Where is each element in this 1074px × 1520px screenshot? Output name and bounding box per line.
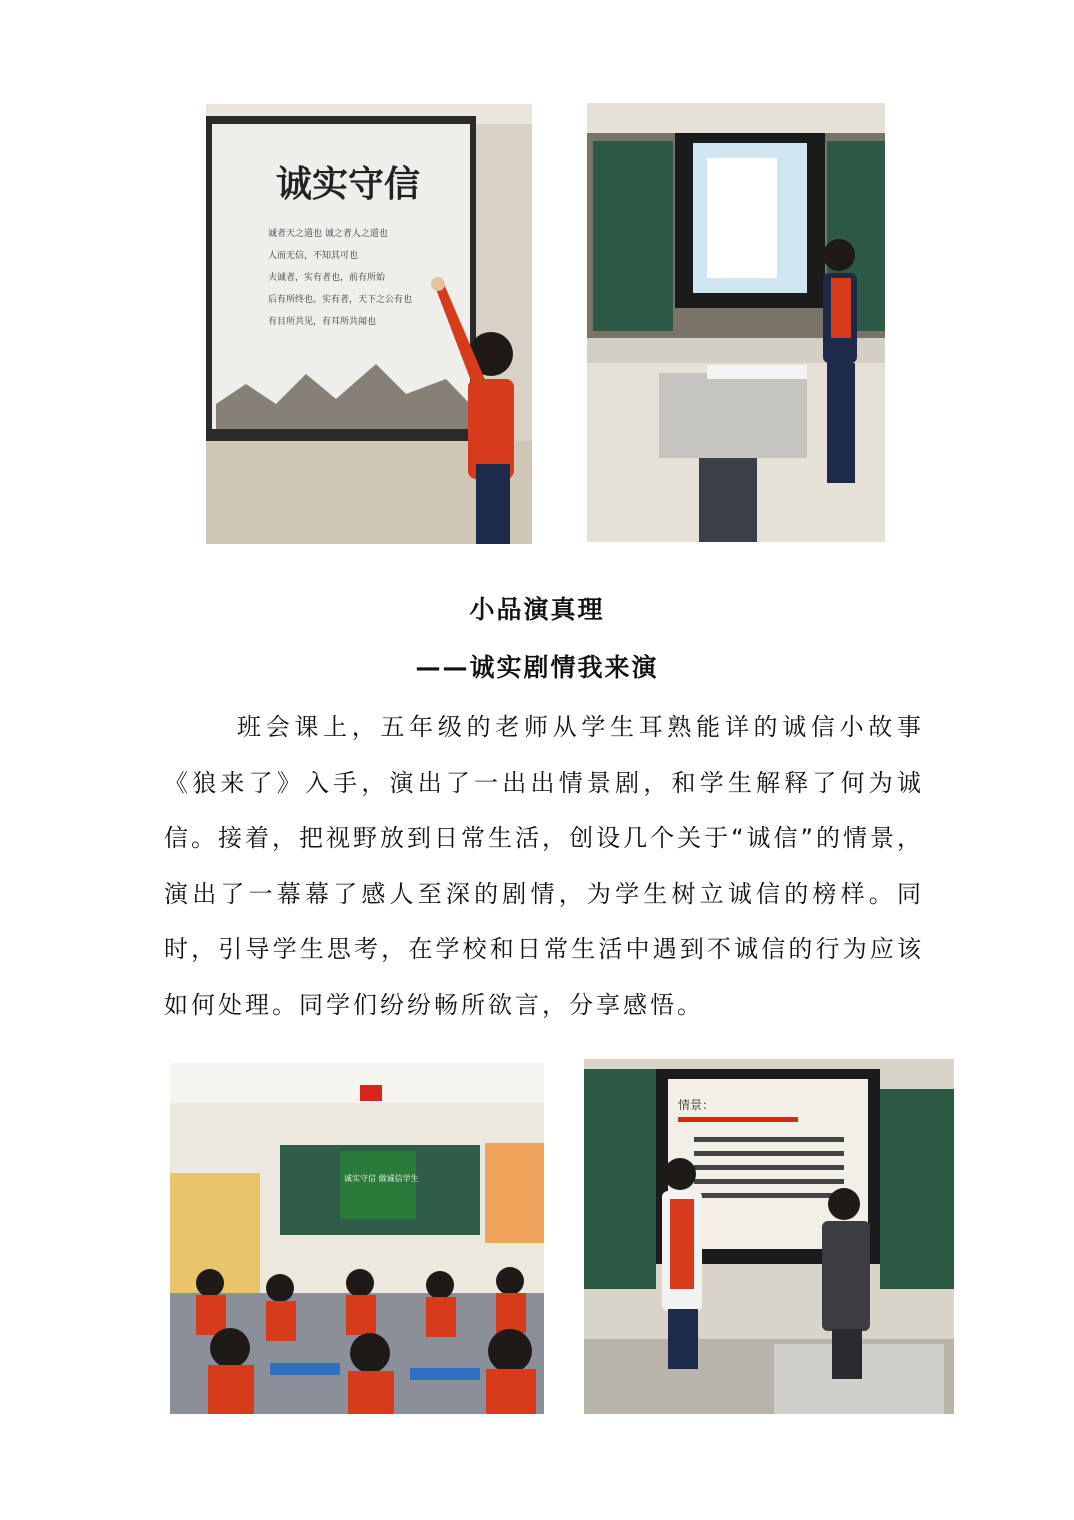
svg-text:人而无信，不知其可也: 人而无信，不知其可也 — [268, 251, 359, 261]
photo-student-presenting-slide — [206, 104, 532, 544]
body-paragraph: 班会课上，五年级的老师从学生耳熟能详的诚信小故事《狼来了》入手，演出了一出出情景剧，和学生解释了何为诚信。接着，把视野放到日常生活，创设几个关于“诚信”的情景，演出了一幕幕了感人至深的剧情，为学生树立诚信的榜样。同时，引导学生思考，在学校和日常生活中遇到不诚信的行为应该如何处理。同学们纷纷畅所欲言，分享感悟。 — [164, 713, 924, 1019]
section-title: 小品演真理 — [469, 595, 605, 624]
photo-students-acting-scene — [584, 1059, 954, 1414]
svg-text:有目所共见，有耳所共闻也: 有目所共见，有耳所共闻也 — [268, 317, 377, 327]
section-subtitle: ——诚实剧情我来演 — [415, 653, 659, 682]
photo-classroom-audience — [170, 1063, 544, 1414]
svg-text:夫诚者，实有者也，前有所始: 夫诚者，实有者也，前有所始 — [268, 273, 386, 283]
svg-text:诚实守信 做诚信学生: 诚实守信 做诚信学生 — [344, 1174, 419, 1183]
photo-student-beside-screen — [587, 103, 885, 542]
slide-title: 诚实守信 — [276, 163, 421, 205]
svg-text:情景：: 情景： — [678, 1098, 715, 1112]
svg-text:诚者天之道也 诚之者人之道也: 诚者天之道也 诚之者人之道也 — [268, 229, 388, 239]
svg-text:后有所终也。实有者，天下之公有也: 后有所终也。实有者，天下之公有也 — [268, 295, 413, 305]
